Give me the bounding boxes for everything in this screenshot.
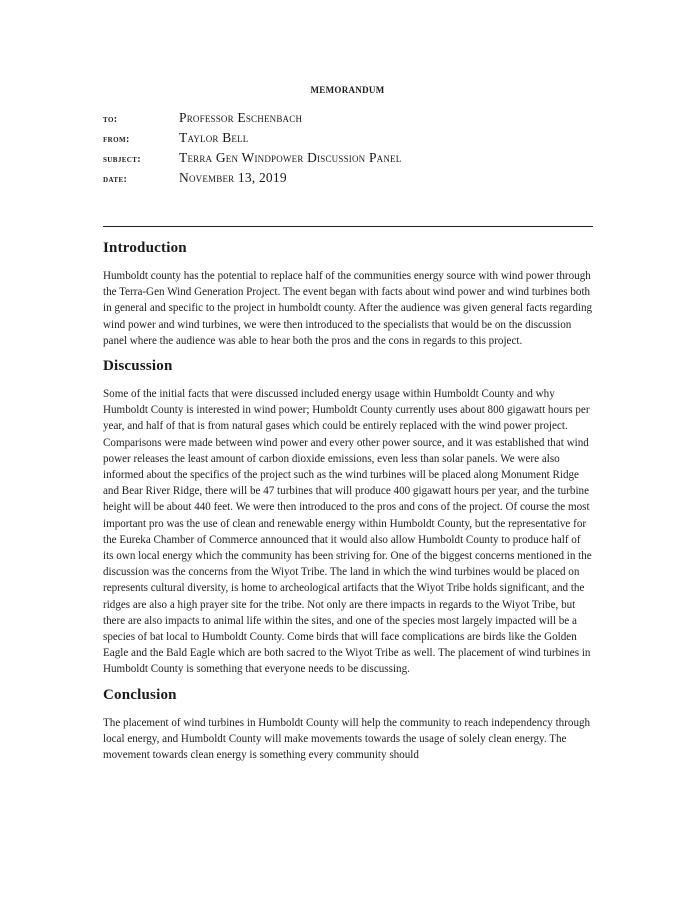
memo-title: MEMORANDUM (310, 85, 385, 95)
section-heading: Conclusion (103, 686, 177, 703)
subject-label: subject: (103, 154, 142, 165)
section-conclusion (103, 687, 593, 764)
memo-header-from (103, 130, 603, 150)
from-value: Taylor Bell (179, 130, 249, 145)
header-divider (103, 226, 593, 227)
to-label: to: (103, 114, 118, 125)
section-heading: Introduction (103, 240, 187, 256)
memo-header-to (103, 110, 603, 130)
date-label: date: (103, 174, 128, 185)
memo-header-date (103, 170, 603, 190)
subject-value: Terra Gen Windpower Discussion Panel (179, 150, 402, 165)
memo-header (103, 110, 603, 190)
section-paragraph: Some of the initial facts that were discussed included energy usage within Humboldt County and why Humboldt County is interested in wind power; Humboldt County currently uses about 800 gigawatt hours per year, and half of that is from natural gases which could be entirely replaced with the wind power project. Comparisons were made between wind power and every other power source, and it was established that wind power releases the least amount of carbon dioxide emissions, even less than solar panels. We were also informed about the specifics of the project such as the wind turbines will be placed along Monument Ridge and Bear River Ridge, there will be 47 turbines that will produce 400 gigawatt hours per year, and the turbine height will be about 440 feet. We were then introduced to the pros and cons of the project. Of course the most important pro was the use of clean and renewable energy within Humboldt County, but the representative for the Eureka Chamber of Commerce announced that it would also allow Humboldt County to produce half of its own local energy which the community has been striving for. One of the biggest concerns mentioned in the discussion was the concerns from the Wiyot Tribe. The land in which the wind turbines would be placed on represents cultural diversity, is home to archeological artifacts that the Wiyot Tribe holds significant, and the ridges are also a high prayer site for the tribe. Not only are there impacts in regards to the Wiyot Tribe, but there are also impacts to animal life within the sites, and one of the species most largely impacted will be a species of bat local to Humboldt County. Come birds that will face complications are birds like the Golden Eagle and the Bald Eagle which are both sacred to the Wiyot Tribe as well. The placement of wind turbines in Humboldt County is something that everyone needs to be discussing. (103, 388, 592, 676)
section-paragraph: The placement of wind turbines in Humboldt County will help the community to reach independency through local energy, and Humboldt County will make movements towards the usage of solely clean energy. The movement towards clean energy is something every community should (103, 716, 591, 762)
memo-body (103, 240, 593, 772)
date-value: November 13, 2019 (179, 170, 287, 185)
section-heading: Discussion (103, 358, 173, 375)
section-introduction (103, 240, 593, 349)
section-paragraph: Humboldt county has the potential to replace half of the communities energy source with wind power through the Terra-Gen Wind Generation Project. The event began with facts about wind power and wind turbines both in general and specific to the project in humboldt county. After the audience was given general facts regarding wind power and wind turbines, we were then introduced to the specialists that would be on the discussion panel where the audience was able to hear both the pros and the cons in regards to this project. (103, 270, 593, 347)
section-discussion (103, 358, 593, 678)
from-label: from: (103, 134, 130, 145)
to-value: Professor Eschenbach (179, 110, 303, 125)
memo-header-subject (103, 150, 603, 170)
